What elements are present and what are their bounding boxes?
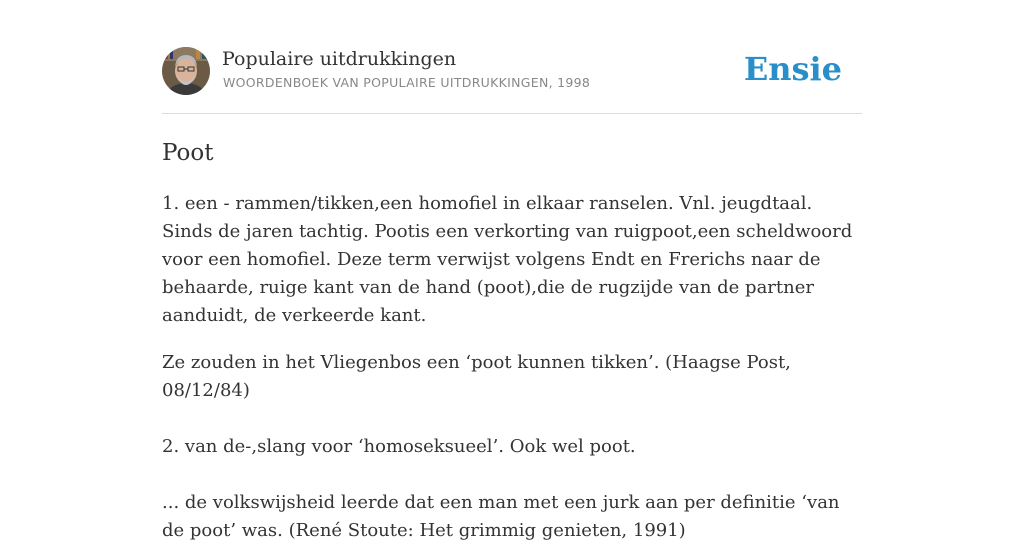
entry-body [162, 190, 862, 545]
example-quote: Ze zouden in het Vliegenbos een ‘poot kunnen tikken’. (Haagse Post, 08/12/84) [162, 352, 791, 401]
brand-logo[interactable]: Ensie [743, 50, 842, 88]
avatar[interactable] [162, 47, 210, 95]
example-quote: ... de volkswijsheid leerde dat een man met een jurk aan per definitie ‘van de poot’ was. (René Stoute: Het grimmig genieten, 1991) [162, 492, 840, 541]
entry-term: Poot [162, 140, 214, 166]
source-subtitle: WOORDENBOEK VAN POPULAIRE UITDRUKKINGEN, 1998 [223, 75, 591, 90]
definition-paragraph: 1. een - rammen/tikken,een homofiel in elkaar ranselen. Vnl. jeugdtaal. Sinds de jaren tachtig. Pootis een verkorting van ruigpoot,een scheldwoord voor een homofiel. Deze term verwijst volgens Endt en Frerichs naar de behaarde, ruige kant van de hand (poot),die de rugzijde van de partner aanduidt, de verkeerde kant. [162, 193, 853, 326]
author-portrait-icon [162, 47, 210, 95]
definition-paragraph: 2. van de-,slang voor ‘homoseksueel’. Ook wel poot. [162, 436, 636, 457]
source-header [162, 47, 862, 114]
source-title[interactable]: Populaire uitdrukkingen [222, 48, 457, 70]
page [162, 0, 862, 541]
